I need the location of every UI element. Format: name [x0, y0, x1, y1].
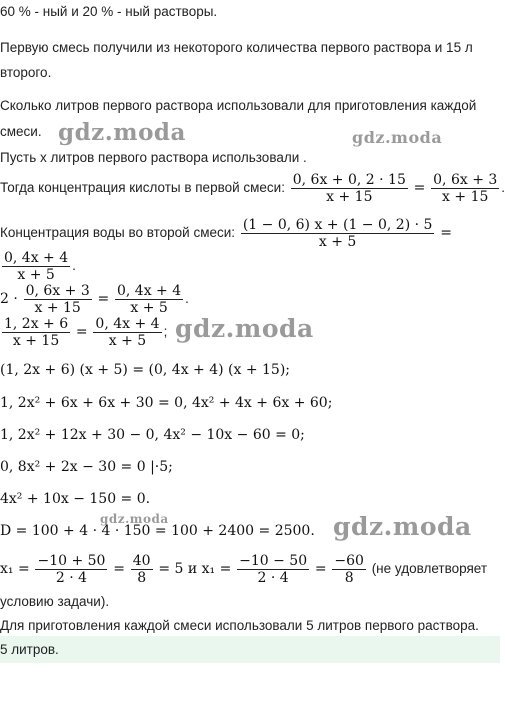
equation-line: 4x² + 10x − 150 = 0.	[0, 491, 151, 507]
equation-line: (1, 2x + 6) (x + 5) = (0, 4x + 4) (x + 15);	[0, 362, 291, 378]
equation-line: 1, 2x² + 12x + 30 − 0, 4x² − 10x − 60 = 0;	[0, 427, 305, 443]
equation-line: 1, 2x² + 6x + 6x + 30 = 0, 4x² + 4x + 6x + 60;	[0, 395, 333, 411]
fraction: $\frac{-60}{8}$	[334, 553, 364, 586]
fraction: $\frac{(1 - 0, 6) x + (1 - 0, 2) \cdot 5}{x + 5}$	[242, 217, 433, 250]
fraction: $\frac{0, 6x + 3}{x + 15}$	[433, 172, 498, 205]
equation-line: Концентрация воды во второй смеси: $\frac{(1 - 0, 6) x + (1 - 0, 2) \cdot 5}{x + 5}$ =	[0, 217, 452, 250]
watermark: gdz.moda	[100, 512, 169, 526]
text-line: Пусть x литров первого раствора использовали .	[0, 150, 307, 165]
text-line: смеси.	[0, 124, 42, 139]
fraction: $\frac{0, 4x + 4}{x + 5}$	[117, 283, 182, 316]
equation-line: 0, 8x² + 2x − 30 = 0 |·5;	[0, 459, 173, 475]
equation-line: x₁ = $\frac{-10 + 50}{2 \cdot 4}$ = $\frac{40}{8}$ = 5 и x₁ = $\frac{-10 - 50}{2 \cdot 4}$ = $\frac{-60}{8}$ (не удовлетворяет	[0, 553, 488, 586]
fraction: $\frac{0, 4x + 4}{x + 5}$	[95, 316, 160, 349]
fraction: $\frac{0, 6x + 0, 2 \cdot 15}{x + 15}$	[292, 172, 406, 205]
fraction: $\frac{0, 4x + 4}{x + 5}$	[4, 250, 69, 283]
equation-line: 2 · $\frac{0, 6x + 3}{x + 15}$ = $\frac{0, 4x + 4}{x + 5}$ .	[0, 283, 189, 316]
text-line: условию задачи).	[0, 594, 110, 609]
text-line: 60 % - ный и 20 % - ный растворы.	[0, 4, 218, 19]
equation-line: Тогда концентрация кислоты в первой смеси: $\frac{0, 6x + 0, 2 \cdot 15}{x + 15}$ = $\frac{0, 6x + 3}{x + 15}$ .	[0, 172, 505, 205]
equation-line: D = 100 + 4 · 4 · 150 = 100 + 2400 = 2500.	[0, 523, 315, 539]
watermark: gdz.moda	[175, 314, 314, 343]
fraction: $\frac{40}{8}$	[132, 553, 151, 586]
fraction: $\frac{-10 + 50}{2 \cdot 4}$	[37, 553, 106, 586]
text-line: второго.	[0, 65, 52, 80]
watermark: gdz.moda	[58, 119, 186, 146]
text-line: Сколько литров первого раствора использовали для приготовления каждой	[0, 98, 477, 113]
watermark: gdz.moda	[352, 128, 443, 147]
equation-line: $\frac{1, 2x + 6}{x + 15}$ = $\frac{0, 4x + 4}{x + 5}$ ;	[4, 316, 168, 349]
watermark: gdz.moda	[333, 512, 472, 541]
fraction: $\frac{0, 6x + 3}{x + 15}$	[25, 283, 90, 316]
fraction: $\frac{1, 2x + 6}{x + 15}$	[4, 316, 69, 349]
text-line: Первую смесь получили из некоторого количества первого раствора и 15 л	[0, 40, 473, 55]
fraction: $\frac{-10 - 50}{2 \cdot 4}$	[239, 553, 308, 586]
answer-text: 5 литров.	[0, 642, 59, 657]
text-line: Для приготовления каждой смеси использовали 5 литров первого раствора.	[0, 618, 479, 633]
equation-line: $\frac{0, 4x + 4}{x + 5}$ .	[4, 250, 76, 283]
